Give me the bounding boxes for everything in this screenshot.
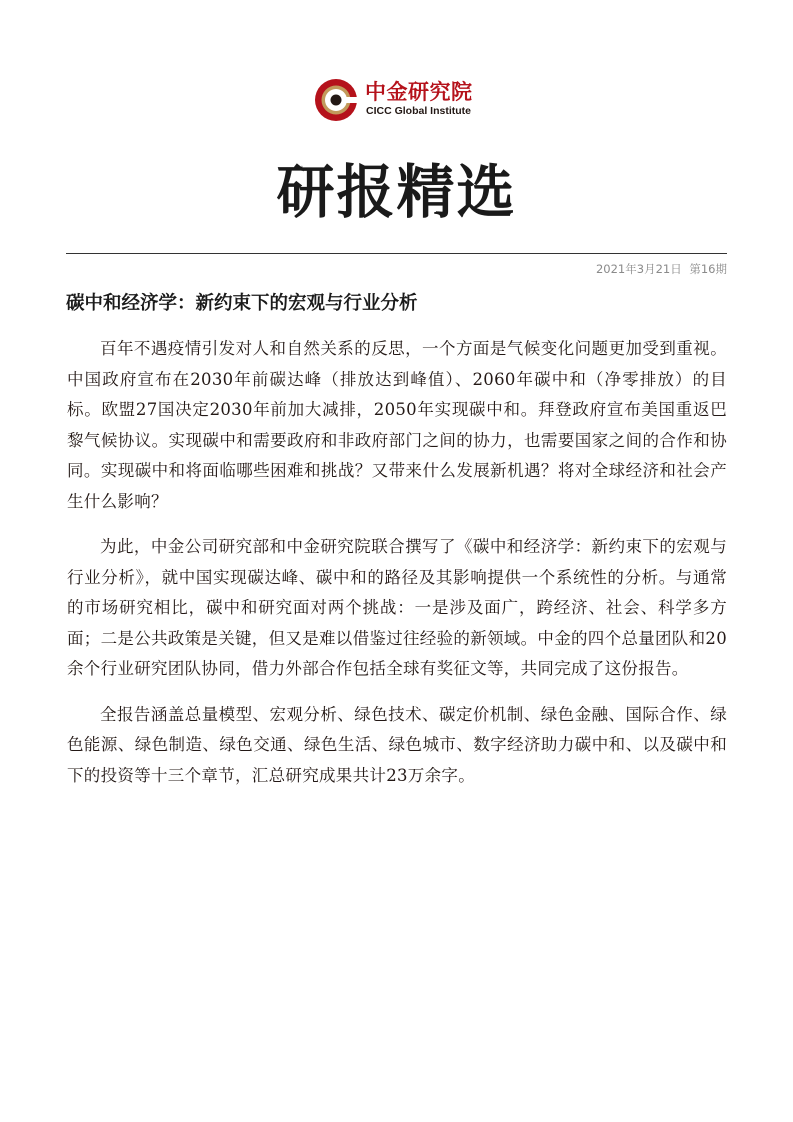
logo-name-en: CICC Global Institute xyxy=(366,105,471,117)
article-paragraph: 全报告涵盖总量模型、宏观分析、绿色技术、碳定价机制、绿色金融、国际合作、绿色能源、绿色制造、绿色交通、绿色生活、绿色城市、数字经济助力碳中和、以及碳中和下的投资等十三个章节，汇总研究成果共计23万余字。 xyxy=(67,704,727,785)
logo-name-cn: 中金研究院 xyxy=(365,80,473,104)
article-paragraph: 百年不遇疫情引发对人和自然关系的反思，一个方面是气候变化问题更加受到重视。中国政府宣布在2030年前碳达峰（排放达到峰值）、2060年碳中和（净零排放）的目标。欧盟27国决定2030年前加大减排，2050年实现碳中和。拜登政府宣布美国重返巴黎气候协议。实现碳中和需要政府和非政府部门之间的协力，也需要国家之间的合作和协同。实现碳中和将面临哪些困难和挑战？又带来什么发展新机遇？将对全球经济和社会产生什么影响？ xyxy=(67,339,727,511)
cicc-logo-icon xyxy=(314,78,358,122)
cicc-global-institute-logo xyxy=(314,78,484,122)
page-title: 研报精选 xyxy=(276,158,517,226)
article-body xyxy=(67,334,727,806)
header-divider xyxy=(66,253,727,254)
issue-number: 第16期 xyxy=(689,262,727,276)
issue-info xyxy=(596,261,727,277)
issue-date: 2021年3月21日 xyxy=(595,262,682,276)
article-title: 碳中和经济学：新约束下的宏观与行业分析 xyxy=(66,293,418,314)
article-paragraph: 为此，中金公司研究部和中金研究院联合撰写了《碳中和经济学：新约束下的宏观与行业分析》，就中国实现碳达峰、碳中和的路径及其影响提供一个系统性的分析。与通常的市场研究相比，碳中和研究面对两个挑战：一是涉及面广，跨经济、社会、科学多方面；二是公共政策是关键，但又是难以借鉴过往经验的新领域。中金的四个总量团队和20余个行业研究团队协同，借力外部合作包括全球有奖征文等，共同完成了这份报告。 xyxy=(67,537,727,678)
